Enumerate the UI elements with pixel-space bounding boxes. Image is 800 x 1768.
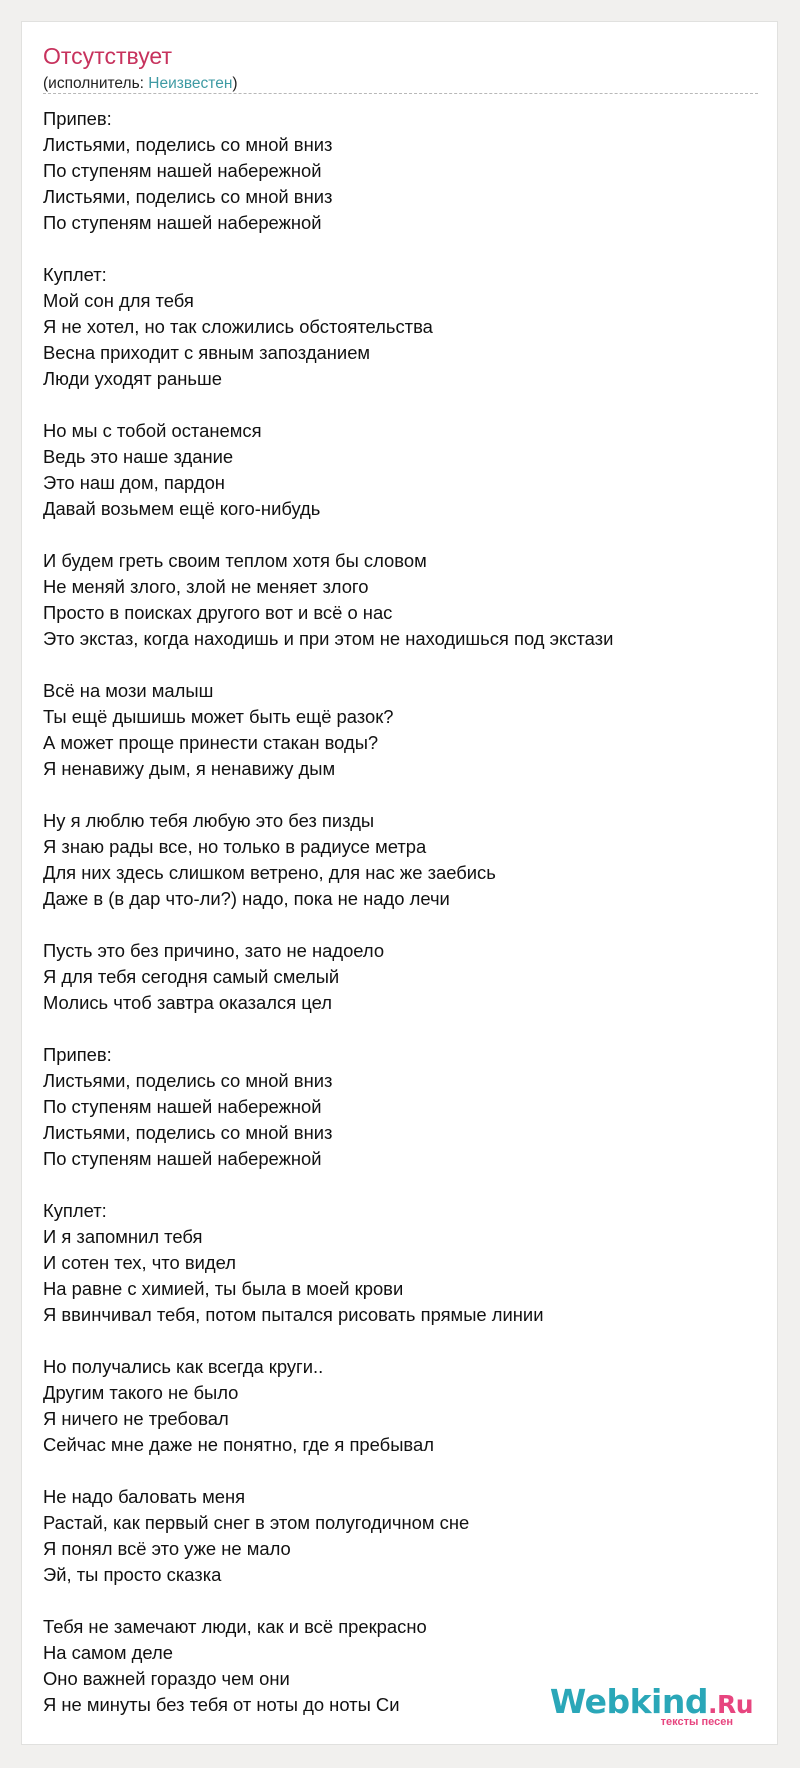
lyrics-text: Припев: Листьями, поделись со мной вниз По ступеням нашей набережной Листьями, поделись со мной вниз По ступеням нашей набережной Куплет: Мой сон для тебя Я не хотел, но так сложились обстоятельства Весна приходит с явным запозданием Люди уходят раньше Но мы с тобой останемся Ведь это наше здание Это наш дом, пардон Давай возьмем ещё кого-нибудь И будем греть своим теплом хотя бы словом Не меняй злого, злой не меняет злого Просто в поисках другого вот и всё о нас Это экстаз, когда находишь и при этом не находишься под экстази Всё на мози малыш Ты ещё дышишь может быть ещё разок? А может проще принести стакан воды? Я ненавижу дым, я ненавижу дым Ну я люблю тебя любую это без пизды Я знаю рады все, но только в радиусе метра Для них здесь слишком ветрено, для нас же заебись Даже в (в дар что-ли?) надо, пока не надо лечи Пусть это без причино, зато не надоело Я для тебя сегодня самый смелый Молись чтоб завтра оказался цел Припев: Листьями, поделись со мной вниз По ступеням нашей набережной Листьями, поделись со мной вниз По ступеням нашей набережной Куплет: И я запомнил тебя И сотен тех, что видел На равне с химией, ты была в моей крови Я ввинчивал тебя, потом пытался рисовать прямые линии Но получались как всегда круги.. Другим такого не было Я ничего не требовал Сейчас мне даже не понятно, где я пребывал Не надо баловать меня Растай, как первый снег в этом полугодичном сне Я понял всё это уже не мало Эй, ты просто сказка Тебя не замечают люди, как и всё прекрасно На самом деле Оно важней гораздо чем они Я не минуты без тебя от ноты до ноты Си (43, 108, 614, 1715)
artist-line (43, 74, 238, 94)
artist-suffix: ) (232, 75, 238, 92)
header-divider (43, 93, 758, 94)
site-logo[interactable] (549, 1682, 753, 1734)
logo-word: Webkind (549, 1682, 708, 1721)
logo-tagline: тексты песен (660, 1716, 733, 1728)
song-title: Отсутствует (43, 43, 172, 69)
logo-domain: .Ru (707, 1690, 753, 1719)
artist-link[interactable]: Неизвестен (148, 75, 233, 92)
lyrics-card (21, 21, 778, 1745)
artist-prefix: (исполнитель: (43, 75, 149, 92)
